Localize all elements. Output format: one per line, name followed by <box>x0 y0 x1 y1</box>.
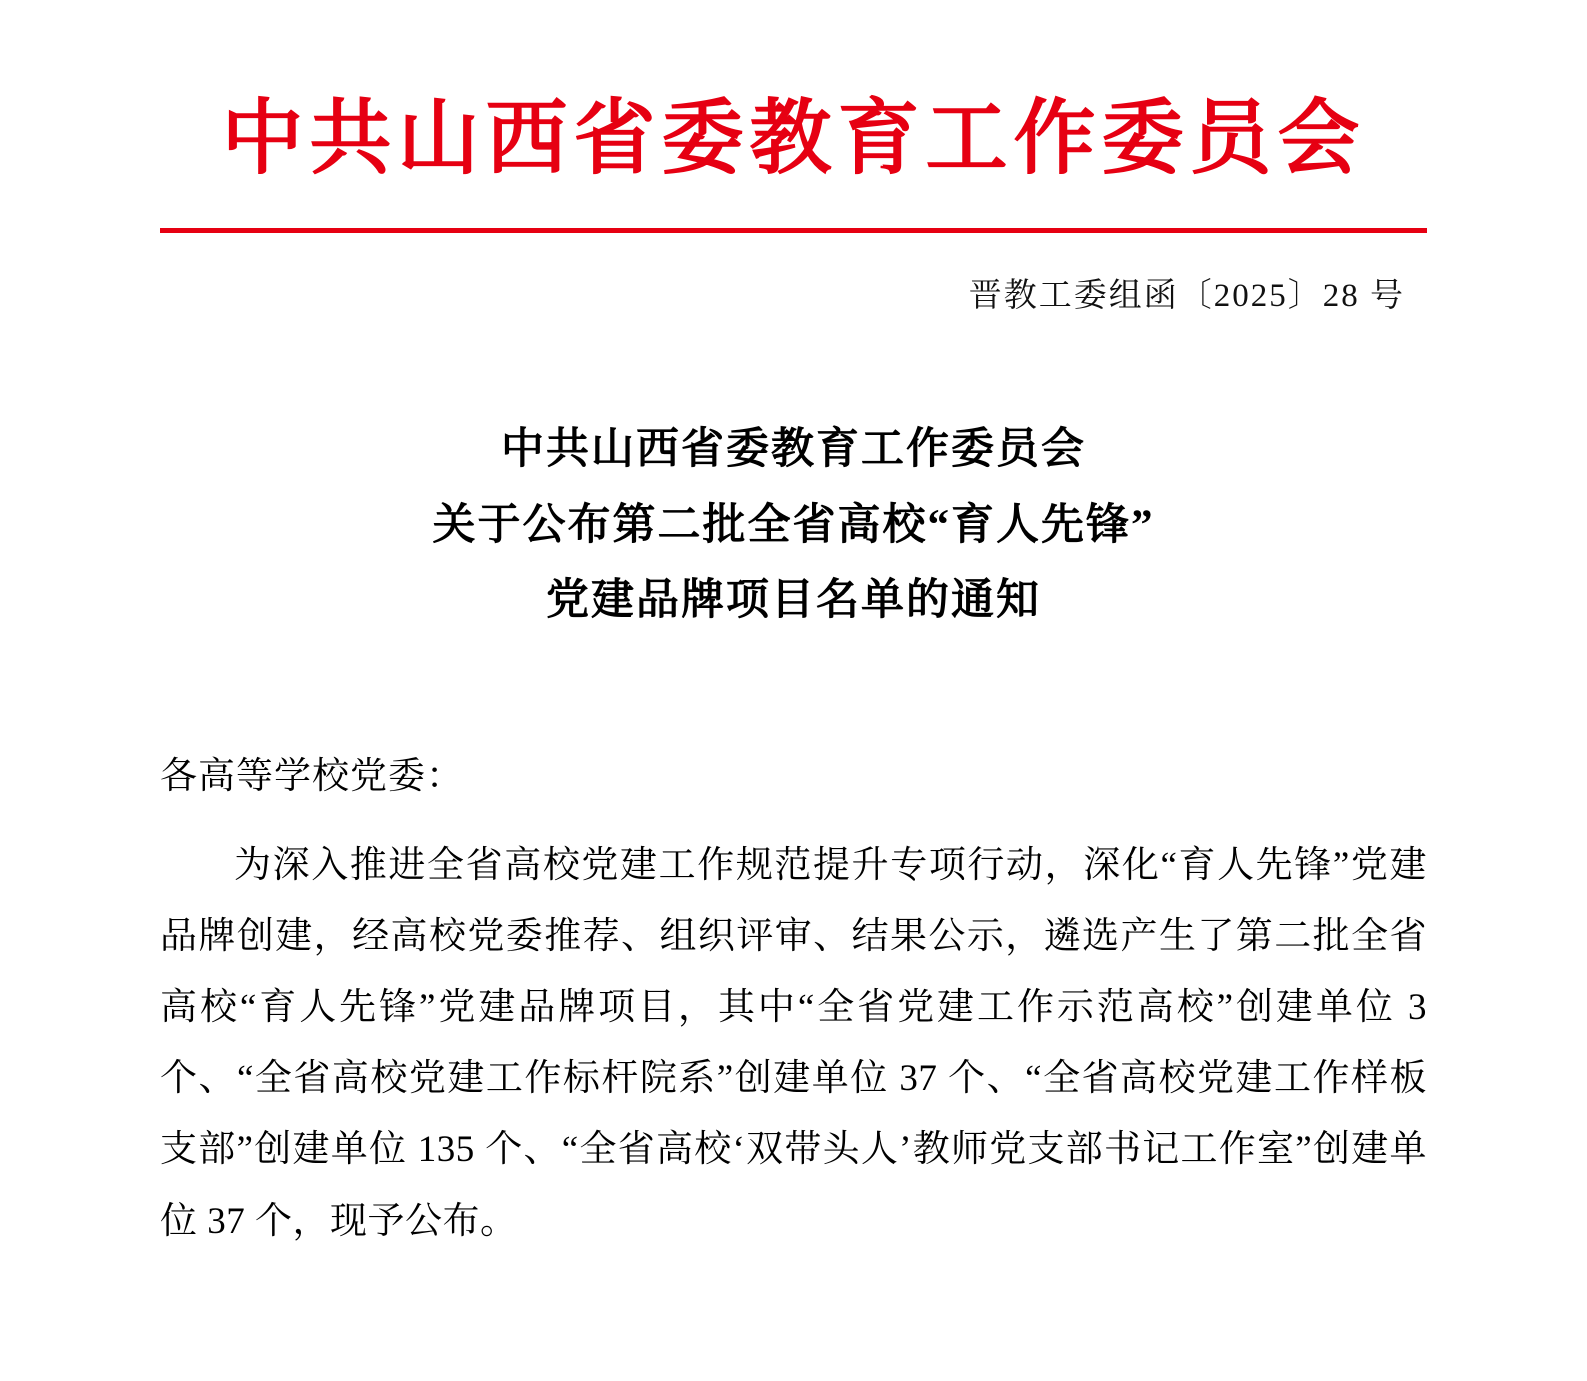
letterhead <box>160 0 1427 186</box>
letterhead-organization: 中共山西省委教育工作委员会 <box>221 93 1366 184</box>
letterhead-divider <box>160 228 1427 233</box>
body-paragraph: 为深入推进全省高校党建工作规范提升专项行动，深化“育人先锋”党建品牌创建，经高校党委推荐、组织评审、结果公示，遴选产生了第二批全省高校“育人先锋”党建品牌项目，其中“全省党建工作示范高校”创建单位 3 个、“全省高校党建工作标杆院系”创建单位 37 个、“全省高校党建工作样板支部”创建单位 135 个、“全省高校‘双带头人’教师党支部书记工作室”创建单位 37 个，现予公布。 <box>160 845 1427 1242</box>
document-title-line-3: 党建品牌项目名单的通知 <box>546 576 1041 624</box>
document-title <box>160 412 1427 638</box>
document-title-line-1: 中共山西省委教育工作委员会 <box>501 426 1086 474</box>
document-number: 晋教工委组函〔2025〕28 号 <box>968 278 1405 315</box>
divider-line <box>160 228 1427 233</box>
salutation: 各高等学校党委： <box>160 756 464 798</box>
document-title-line-2: 关于公布第二批全省高校“育人先锋” <box>432 501 1155 549</box>
